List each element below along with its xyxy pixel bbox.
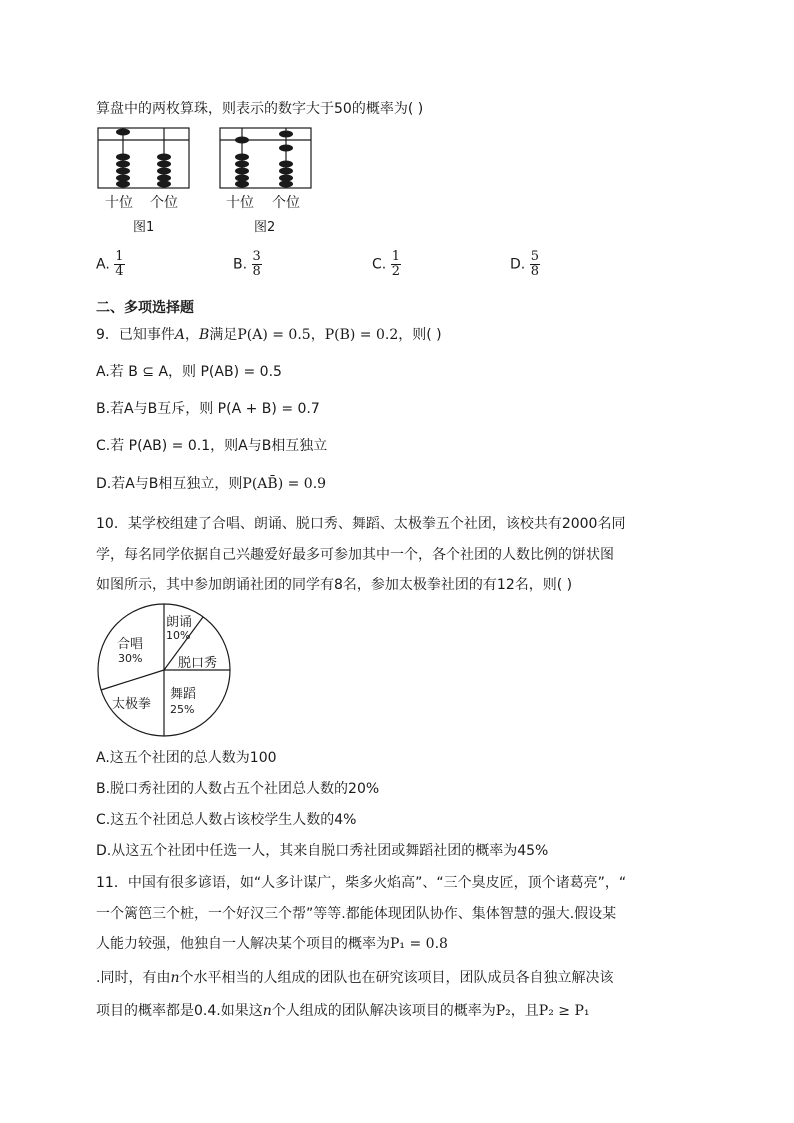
abacus2-ones-label: 个位 bbox=[272, 195, 300, 211]
q9-option-a: A.若 B ⊆ A，则 P(AB) = 0.5 bbox=[96, 364, 282, 380]
q9-option-c: C.若 P(AB) = 0.1，则A与B相互独立 bbox=[96, 438, 328, 454]
pie-label-recitation: 朗诵 bbox=[166, 615, 193, 630]
abacus1-ones-label: 个位 bbox=[150, 195, 178, 211]
q11-line5: 项目的概率都是0.4.如果这n个人组成的团队解决该项目的概率为P₂，且P₂ ≥ P₁ bbox=[96, 1003, 590, 1019]
abacus2-tens-label: 十位 bbox=[226, 195, 254, 211]
q10-option-a: A.这五个社团的总人数为100 bbox=[96, 750, 277, 766]
pie-label-dance: 舞蹈 bbox=[170, 687, 197, 702]
q10-option-c: C.这五个社团总人数占该校学生人数的4% bbox=[96, 812, 357, 828]
q9-option-b: B.若A与B互斥，则 P(A + B) = 0.7 bbox=[96, 401, 320, 417]
q11-line2: 一个篱笆三个桩，一个好汉三个帮”等等.都能体现团队协作、集体智慧的强大.假设某 bbox=[96, 906, 617, 922]
q11-line4: .同时，有由n个水平相当的人组成的团队也在研究该项目，团队成员各自独立解决该 bbox=[96, 970, 614, 986]
abacus1-tens-label: 十位 bbox=[105, 195, 133, 211]
pie-pct-chorus: 30% bbox=[118, 652, 143, 665]
fraction: $\frac{3}{8}$ bbox=[252, 249, 261, 279]
q8-option-c: C. $\frac{1}{2}$ bbox=[372, 249, 400, 279]
fraction: $\frac{1}{2}$ bbox=[391, 249, 400, 279]
fraction: $\frac{5}{8}$ bbox=[530, 249, 539, 279]
q10-option-d: D.从这五个社团中任选一人，其来自脱口秀社团或舞蹈社团的概率为45% bbox=[96, 843, 549, 859]
q8-option-d: D. $\frac{5}{8}$ bbox=[510, 249, 539, 279]
pie-label-taichi: 太极拳 bbox=[112, 697, 152, 712]
abacus-figure-1 bbox=[96, 126, 192, 236]
pie-pct-recitation: 10% bbox=[166, 629, 191, 642]
pie-label-chorus: 合唱 bbox=[117, 637, 144, 652]
abacus1-caption: 图1 bbox=[133, 220, 155, 235]
q8-stem: 算盘中的两枚算珠，则表示的数字大于50的概率为( ) bbox=[96, 101, 424, 117]
q8-option-a: A. $\frac{1}{4}$ bbox=[96, 249, 124, 279]
section-heading: 二、多项选择题 bbox=[96, 300, 194, 316]
q10-stem-line1: 10．某学校组建了合唱、朗诵、脱口秀、舞蹈、太极拳五个社团，该校共有2000名同 bbox=[96, 516, 626, 532]
q10-stem-line2: 学，每名同学依据自己兴趣爱好最多可参加其中一个，各个社团的人数比例的饼状图 bbox=[96, 547, 614, 563]
pie-label-talkshow: 脱口秀 bbox=[178, 656, 218, 671]
abacus2-caption: 图2 bbox=[254, 220, 276, 235]
q8-option-b: B. $\frac{3}{8}$ bbox=[233, 249, 261, 279]
q10-stem-line3: 如图所示，其中参加朗诵社团的同学有8名，参加太极拳社团的有12名，则( ) bbox=[96, 577, 573, 593]
club-pie-chart bbox=[94, 600, 234, 740]
q9-stem: 9．已知事件A，B满足P(A) = 0.5，P(B) = 0.2，则( ) bbox=[96, 327, 442, 343]
pie-pct-dance: 25% bbox=[170, 703, 195, 716]
fraction: $\frac{1}{4}$ bbox=[115, 249, 124, 279]
abacus-figure-2 bbox=[218, 126, 318, 236]
q11-line1: 11．中国有很多谚语，如“人多计谋广，柴多火焰高”、“三个臭皮匠，顶个诸葛亮”，“ bbox=[96, 875, 627, 891]
q11-line3: 人能力较强，他独自一人解决某个项目的概率为P₁ = 0.8 bbox=[96, 936, 448, 952]
q10-option-b: B.脱口秀社团的人数占五个社团总人数的20% bbox=[96, 781, 380, 797]
q9-option-d: D.若A与B相互独立，则P(AB̄) = 0.9 bbox=[96, 476, 327, 492]
